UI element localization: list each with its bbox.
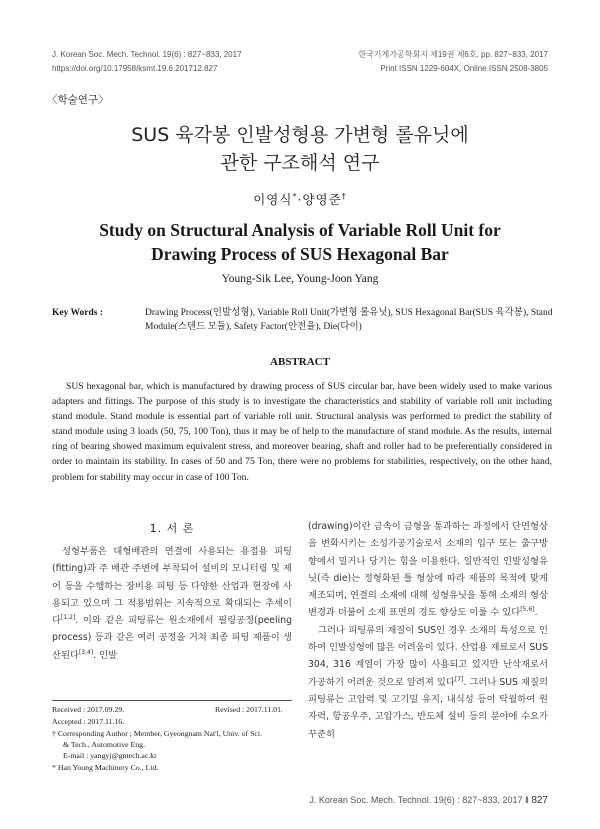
footer-journal: J. Korean Soc. Mech. Technol. 19(6) : 827~833, 2017 [309, 795, 523, 805]
citation: [7] [454, 675, 464, 683]
right-column-body [308, 518, 548, 743]
title-ko-line1: SUS 육각봉 인발성형용 가변형 롤유닛에 [131, 124, 469, 146]
page-footer [309, 795, 548, 806]
received-date: Received : 2017.09.29. [52, 705, 125, 714]
issn: Print ISSN 1229-604X, Online ISSN 2508-3805 [380, 64, 548, 73]
corresponding-author-affiliation: & Tech., Automotive Eng. [63, 740, 146, 749]
corresponding-author: † Corresponding Author ; Member, Gyeongnam Nat'l, Univ. of Sci. [52, 729, 262, 738]
authors-ko [0, 190, 600, 208]
author-ko-1-mark: * [292, 190, 298, 201]
footer-separator: ‖ [525, 795, 529, 805]
drawing-text-end: . [534, 607, 538, 619]
authors-en: Young-Sik Lee, Young-Joon Yang [221, 273, 379, 285]
title-en-line2: Drawing Process of SUS Hexagonal Bar [151, 244, 449, 264]
footnote-divider [52, 700, 292, 701]
sus-text-2: . 그러나 SUS 재질의 피팅류는 고압력 및 고기밀 유지, 내식성 등이 탁월하여 원자력, 항공우주, 고압가스, 반도체 설비 등의 분야에 수요가 꾸준히 [308, 676, 548, 740]
title-en-line1: Study on Structural Analysis of Variable Roll Unit for [99, 220, 501, 240]
intro-paragraph [52, 543, 292, 664]
keywords-label: Key Words : [52, 308, 104, 318]
intro-text-3: . 인발 [93, 649, 118, 661]
keywords-line1: Drawing Process(인발성형), Variable Roll Unit(가변형 롤유닛), SUS Hexagonal Bar(SUS 육각봉), Stand [145, 308, 553, 318]
doi-link[interactable]: https://doi.org/10.17958/ksmt.19.6.201712.827 [52, 64, 218, 73]
citation: [3,4] [78, 648, 94, 656]
abstract-body [52, 379, 552, 485]
author-ko-2-mark: † [341, 190, 347, 201]
drawing-text: (drawing)이란 금속이 금형을 통과하는 과정에서 단면형상을 변화시키는 소성가공기술로서 소재의 입구 또는 출구방향에서 밀거나 당기는 힘을 이용한다. 일반적인 인발성형유닛(즉 die)는 정형화된 틀 형상에 따라 제품의 목적에 맞게 제조되며, 연결의 소재에 대해 성형유닛을 통해 소재의 형상 변경과 더불어 소재 표면의 경도 향상도 이룰 수 있다 [308, 521, 548, 619]
author-affiliation: * Han Young Machinery Co., Ltd. [52, 763, 159, 772]
title-ko-line2: 관한 구조해석 연구 [220, 152, 380, 174]
author-ko-2: 양영준 [302, 192, 342, 207]
page-number: 827 [531, 795, 548, 806]
author-separator: · [297, 192, 303, 207]
revised-date: Revised : 2017.11.01. [215, 705, 283, 714]
abstract-text: SUS hexagonal bar, which is manufactured by drawing process of SUS circular bar, have been widely used to make various adapters and fittings. The purpose of this study is to investigate the characteristics and stability of variable roll unit including stand module. Stand module is essential part of variable roll unit. Structural analysis was performed to predict the stability of stand module using 3 loads (50, 75, 100 Ton), thus it may be of help to the manufacture of stand module. As the results, internal ring of bearing showed maximum equivalent stress, and moreover bearing, shaft and roller had to be preferentially considered in order to maintain its stability. In cases of 50 and 75 Ton, there were no problems for stabilities, respectively, on the other hand, problem for stability may occur in case of 100 Ton. [52, 381, 552, 483]
journal-citation-ko: 한국기계가공학회지 제19권 제6호, pp. 827~833, 2017 [358, 50, 548, 59]
abstract-title: ABSTRACT [270, 356, 330, 368]
citation: [5,6] [520, 606, 535, 614]
section-heading-introduction: 1. 서 론 [149, 522, 195, 535]
intro-text: 성형부품은 대형배관의 연결에 사용되는 용접용 피팅(fitting)과 주 배관 주변에 부착되어 설비의 모니터링 및 제어 등을 수행하는 장비용 피팅 등 다양한 산업과 현장에 사용되고 있으며 그 적용범위는 지속적으로 확대되는 추세이다 [52, 546, 292, 627]
sus-text: 그러나 피팅류의 재질이 SUS인 경우 소재의 특성으로 인하여 인발성형에 많은 어려움이 있다. 산업용 재료로서 SUS 304, 316 계열이 가장 많이 사용되고 있지만 난삭재로서 가공하기 어려운 것으로 알려져 있다 [308, 624, 548, 688]
accepted-date: Accepted : 2017.11.16. [52, 717, 125, 726]
article-category: 〈학술연구〉 [47, 94, 109, 106]
author-ko-1: 이영식 [253, 192, 293, 207]
keywords-line2: Module(스텐드 모듈), Safety Factor(안전율), Die(다이) [145, 322, 362, 332]
journal-citation: J. Korean Soc. Mech. Technol. 19(6) : 827~833, 2017 [52, 50, 242, 59]
citation: [1,2] [60, 614, 76, 622]
intro-text-2: . 이와 같은 피팅류는 원소재에서 필링공정(peeling process) 등과 같은 여러 공정을 거쳐 최종 피팅 제품이 생산된다 [52, 615, 292, 661]
corresponding-email: E-mail : yangyj@gntech.ac.kr [63, 751, 157, 760]
